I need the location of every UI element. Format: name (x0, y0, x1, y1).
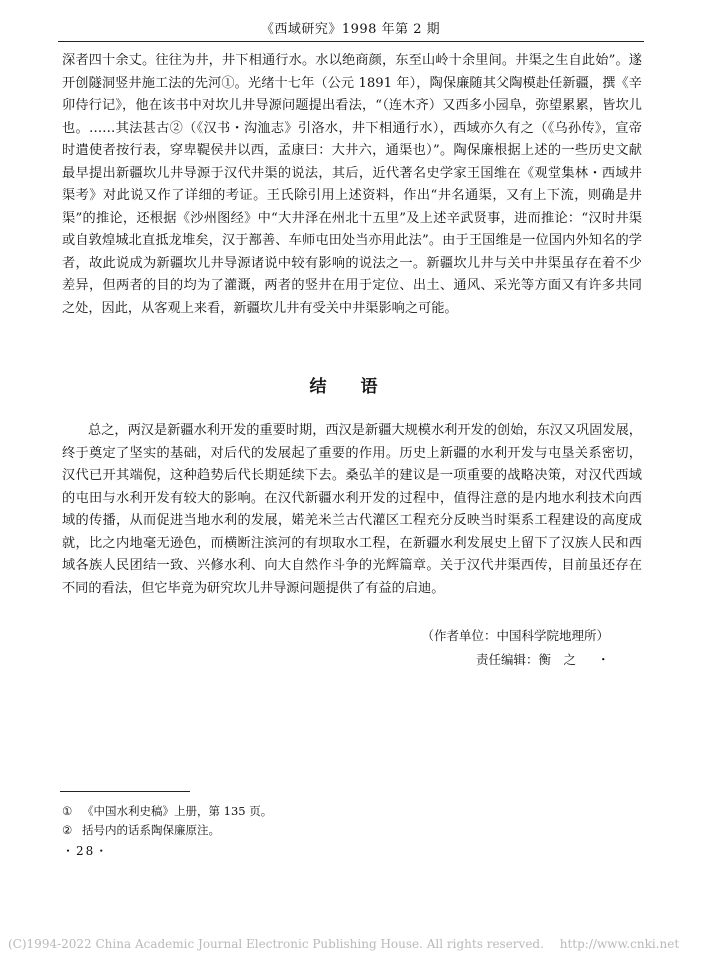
footnote-item (62, 821, 272, 840)
footnote-text: 括号内的话系陶保廉原注。 (82, 823, 220, 837)
footnotes (62, 802, 272, 840)
footnote-marker: ② (62, 823, 73, 837)
journal-header: 《西域研究》1998 年第 2 期 (260, 22, 441, 37)
conclusion-paragraph: 总之，两汉是新疆水利开发的重要时期，西汉是新疆大规模水利开发的创始，东汉又巩固发展，终于奠定了坚实的基础，对后代的发展起了重要的作用。历史上新疆的水利开发与屯垦关系密切，汉代已开其端倪，这种趋势后代长期延续下去。桑弘羊的建议是一项重要的战略决策，对汉代西域的屯田与水利开发有较大的影响。在汉代新疆水利开发的过程中，值得注意的是内地水利技术向西域的传播，从而促进当地水利的发展，婼羌米兰古代灌区工程充分反映当时渠系工程建设的高度成就，比之内地毫无逊色，而横断注滨河的有坝取水工程，在新疆水利发展史上留下了汉族人民和西域各族人民团结一致、兴修水利、向大自然作斗争的光辉篇章。关于汉代井渠西传，目前虽还存在不同的看法，但它毕竟为研究坎儿井导源问题提供了有益的启迪。 (62, 423, 642, 596)
footnote-divider (60, 791, 190, 792)
page-number: ・28・ (62, 844, 110, 858)
body-paragraph: 深者四十余丈。往往为井，井下相通行水。水以绝商颜，东至山岭十余里间。井渠之生自此始”。遂开创隧洞竖井施工法的先河①。光绪十七年（公元 1891 年），陶保廉随其父陶模赴任新疆，撰《辛卯侍行记》，他在该书中对坎儿井导源问题提出看法，“（连木齐）又西多小园阜，弥望累累，皆坎儿也。……其法甚古②（《汉书・沟洫志》引洛水，井下相通行水），西域亦久有之（《乌孙传》，宣帝时遣使者按行表，穿卑鞮侯井以西，孟康曰：大井六，通渠也）”。陶保廉根据上述的一些历史文献最早提出新疆坎儿井导源于汉代井渠的说法，其后，近代著名史学家王国维在《观堂集林・西域井渠考》对此说又作了详细的考证。王氏除引用上述资料，作出“井名通渠，又有上下流，则确是井渠”的推论，还根据《沙州图经》中“大井泽在州北十五里”及上述辛武贤事，进而推论：“汉时井渠或自敦煌城北直抵龙堆矣，汉于鄯善、车师屯田处当亦用此法”。由于王国维是一位国内外知名的学者，故此说成为新疆坎儿井导源诸说中较有影响的说法之一。新疆坎儿井与关中井渠虽存在着不少差异，但两者的目的均为了灌溉，两者的竖井在用于定位、出土、通风、采光等方面又有许多共同之处，因此，从客观上来看，新疆坎儿井有受关中井渠影响之可能。 (62, 53, 642, 316)
copyright-watermark: (C)1994-2022 China Academic Journal Electronic Publishing House. All rights reserved. http://www.cnki.net (8, 937, 680, 951)
author-affiliation: （作者单位：中国科学院地理所） (421, 628, 609, 643)
footnote-text: 《中国水利史稿》上册，第 135 页。 (82, 804, 273, 818)
conclusion-text (62, 420, 642, 600)
body-text (62, 50, 642, 320)
section-title: 结 语 (309, 377, 392, 397)
stray-dot: ・ (597, 652, 610, 667)
header-divider (58, 41, 644, 42)
footnote-marker: ① (62, 804, 73, 818)
footnote-item (62, 802, 272, 821)
responsible-editor: 责任编辑：衡 之 (475, 652, 576, 667)
